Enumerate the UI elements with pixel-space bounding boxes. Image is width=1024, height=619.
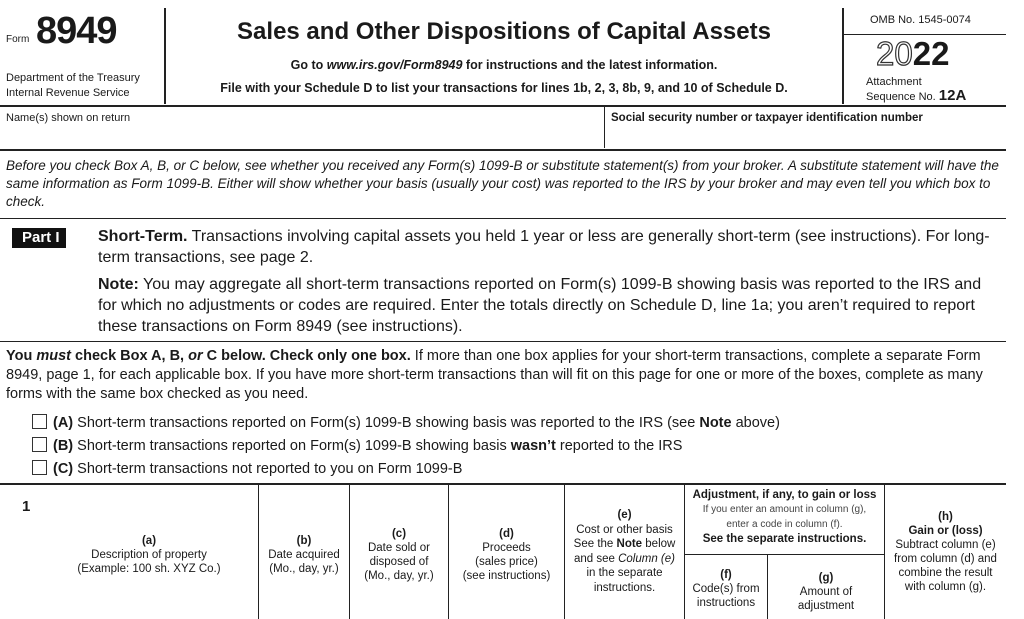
part1-heading: Short-Term. Transactions involving capital assets you held 1 year or less are generally short-term (see instructions). For long-term transactions, see page 2. (98, 228, 990, 266)
col-h-header: (h) Gain or (loss) Subtract column (e) from column (d) and combine the result with column (g). (894, 511, 997, 593)
file-with-text: File with your Schedule D to list your transactions for lines 1b, 2, 3, 8b, 9, and 10 of Schedule D. (220, 81, 788, 95)
col-c-header: (c) Date sold or disposed of (Mo., day, yr.) (364, 528, 434, 582)
part1-note: Note: You may aggregate all short-term transactions reported on Form(s) 1099-B showing basis was reported to the IRS and for which no adjustments or codes are required. Enter the totals directly on Schedule D, line 1a; you aren’t required to report these transactions on Form 8949 (see instructions). (98, 276, 982, 335)
intro-text: Before you check Box A, B, or C below, see whether you received any Form(s) 1099-B or substitute statement(s) from your broker. A substitute statement will have the same information as Form 1099-B. Either will show whether your basis (usually your cost) was reported to the IRS by your broker and may even tell you which box to check. (6, 158, 999, 209)
ssn-label: Social security number or taxpayer identification number (611, 112, 923, 124)
box-c-checkbox[interactable] (32, 460, 47, 475)
must-check-instructions: You must check Box A, B, or C below. Check only one box. If more than one box applies for your short-term transactions, complete a separate Form 8949, page 1, for each applicable box. If you have more short-term transactions than will fit on this page for one or more of the boxes, complete as many forms with the same box checked as you need. (6, 348, 983, 402)
box-a-option: (A) Short-term transactions reported on Form(s) 1099-B showing basis was reported to the IRS (see Note above) (32, 414, 780, 431)
box-c-option: (C) Short-term transactions not reported to you on Form 1099-B (32, 460, 462, 477)
names-label: Name(s) shown on return (6, 112, 131, 124)
goto-instructions: Go to www.irs.gov/Form8949 for instructions and the latest information. (290, 58, 718, 72)
col-d-header: (d) Proceeds (sales price) (see instructions) (462, 528, 551, 582)
box-a-checkbox[interactable] (32, 414, 47, 429)
irs-url[interactable]: www.irs.gov/Form8949 (326, 58, 463, 72)
col-g-header: (g) Amount of adjustment (797, 572, 855, 612)
part1-label: Part I (12, 228, 66, 248)
col-f-header: (f) Code(s) from instructions (692, 569, 760, 609)
adjustment-header: Adjustment, if any, to gain or loss If you enter an amount in column (g), enter a code in column (f). See the separate instructions. (692, 489, 877, 545)
names-field[interactable] (6, 126, 600, 148)
omb-number: OMB No. 1545-0074 (870, 14, 971, 26)
department-text: Department of the Treasury (6, 72, 140, 84)
tax-year: 2022 (876, 35, 950, 72)
irs-text: Internal Revenue Service (6, 87, 130, 99)
box-b-checkbox[interactable] (32, 437, 47, 452)
sequence-label: Sequence No. 12A (866, 87, 967, 104)
col-a-header: (a) Description of property (Example: 100 sh. XYZ Co.) (77, 535, 221, 575)
attachment-label: Attachment (866, 76, 922, 88)
page-title: Sales and Other Dispositions of Capital Assets (237, 18, 771, 45)
ssn-field[interactable] (610, 126, 1006, 148)
form-number: 8949 (36, 10, 117, 52)
line-number: 1 (22, 498, 31, 515)
col-b-header: (b) Date acquired (Mo., day, yr.) (268, 535, 340, 575)
form-label: Form (6, 34, 30, 45)
col-e-header: (e) Cost or other basis See the Note below and see Column (e) in the separate instructions. (573, 509, 676, 594)
box-b-option: (B) Short-term transactions reported on Form(s) 1099-B showing basis wasn’t reported to the IRS (32, 437, 682, 454)
